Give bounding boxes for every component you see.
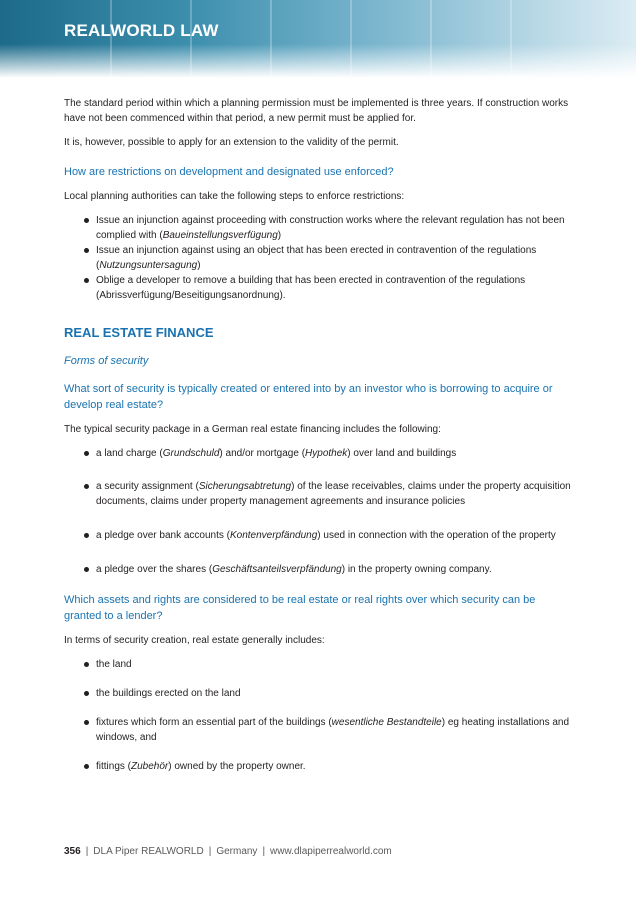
list-item: fixtures which form an essential part of the buildings (wesentliche Bestandteile) eg heating installations and windows, and [64, 715, 574, 745]
list-item: the buildings erected on the land [64, 686, 574, 701]
list-item: a pledge over bank accounts (Kontenverpfändung) used in connection with the operation of the property [64, 528, 574, 543]
footer-separator: | [85, 846, 89, 857]
list-item: a pledge over the shares (Geschäftsanteilsverpfändung) in the property owning company. [64, 562, 574, 577]
page-header-title: REALWORLD LAW [64, 21, 219, 40]
section-heading: REAL ESTATE FINANCE [64, 325, 214, 340]
enforcement-list [64, 213, 574, 303]
paragraph: Local planning authorities can take the following steps to enforce restrictions: [64, 191, 405, 202]
paragraph: The standard period within which a planning permission must be implemented is three years. If construction works have not been commenced within that period, a new permit must be applied for. [64, 98, 569, 124]
list-item: a land charge (Grundschuld) and/or mortgage (Hypothek) over land and buildings [64, 446, 574, 461]
footer-separator: | [208, 846, 212, 857]
page-number: 356 [64, 846, 81, 857]
publication-name: DLA Piper REALWORLD [93, 846, 204, 857]
paragraph: The typical security package in a German real estate financing includes the following: [64, 424, 441, 435]
subsection-heading: Forms of security [64, 355, 149, 367]
list-item: Issue an injunction against using an object that has been erected in contravention of the regulations (Nutzungsuntersagung) [64, 243, 574, 273]
list-item: a security assignment (Sicherungsabtretung) of the lease receivables, claims under the property acquisition documents, claims under property management agreements and insurance policies [64, 479, 574, 509]
question-heading: How are restrictions on development and designated use enforced? [64, 166, 394, 178]
question-heading: Which assets and rights are considered to be real estate or real rights over which security can be granted to a lender? [64, 594, 536, 622]
list-item: Issue an injunction against proceeding with construction works where the relevant regulation has not been complied with (Baueinstellungsverfügung) [64, 213, 574, 243]
country-name: Germany [216, 846, 258, 857]
real-estate-list [64, 657, 574, 774]
security-list [64, 446, 574, 577]
banner-fade [0, 44, 636, 78]
page-footer [64, 846, 392, 857]
header-banner [0, 0, 636, 78]
paragraph: It is, however, possible to apply for an extension to the validity of the permit. [64, 137, 399, 148]
footer-separator: | [262, 846, 266, 857]
website-link[interactable]: www.dlapiperrealworld.com [270, 846, 392, 857]
paragraph: In terms of security creation, real estate generally includes: [64, 635, 325, 646]
list-item: fittings (Zubehör) owned by the property owner. [64, 759, 574, 774]
list-item: the land [64, 657, 574, 672]
question-heading: What sort of security is typically created or entered into by an investor who is borrowing to acquire or develop real estate? [64, 383, 553, 411]
list-item: Oblige a developer to remove a building that has been erected in contravention of the regulations (Abrissverfügung/Beseitigungsanordnung). [64, 273, 574, 303]
document-body [64, 96, 574, 774]
